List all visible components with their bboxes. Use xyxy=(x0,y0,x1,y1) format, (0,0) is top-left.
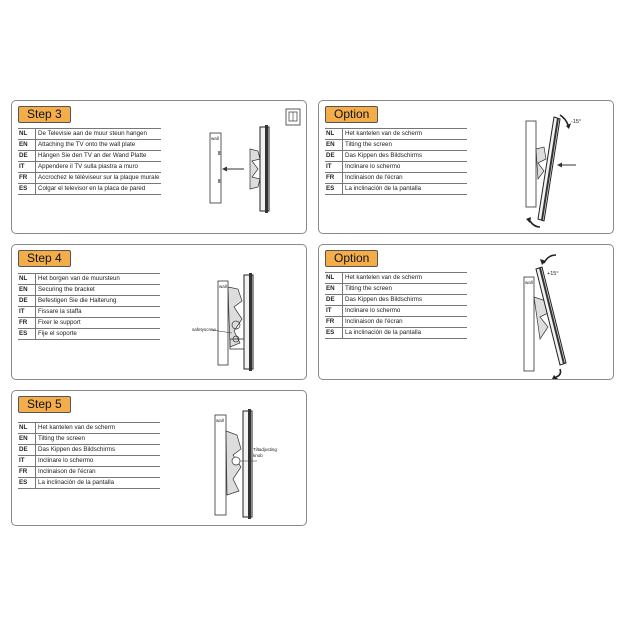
step-5-title: Step 5 xyxy=(18,396,71,413)
step-5-diagram xyxy=(207,409,297,521)
option-instructions xyxy=(325,128,467,195)
tv-bracket-graphic xyxy=(250,149,260,189)
option-title: Option xyxy=(325,106,378,123)
lang-row: ES Colgar el televisor en la placa de pared xyxy=(18,184,161,195)
wall-label: wall xyxy=(219,284,227,289)
tilt-angle-label: +15° xyxy=(547,271,559,277)
lang-row: FR Inclinaison de l'écran xyxy=(325,317,467,328)
lang-row: NL De Televisie aan de muur steun hangen xyxy=(18,129,161,140)
lang-row: ES La inclinación de la pantalla xyxy=(325,328,467,339)
tilt-arrow-icon xyxy=(560,115,568,125)
wall-graphic xyxy=(215,415,226,515)
lang-row: NL Het kantelen van de scherm xyxy=(18,423,160,434)
wall-graphic xyxy=(218,281,228,365)
step-4-title: Step 4 xyxy=(18,250,71,267)
tilt-arrow-icon xyxy=(544,255,556,263)
lang-row: IT Appendere il TV sulla piastra a muro xyxy=(18,162,161,173)
lang-row: IT Inclinare lo schermo xyxy=(325,162,467,173)
lang-row: IT Inclinare lo schermo xyxy=(325,306,467,317)
option-instructions xyxy=(325,272,467,339)
tilt-arrow-icon xyxy=(530,221,540,227)
wall-label: wall xyxy=(216,418,224,423)
step-3-title: Step 3 xyxy=(18,106,71,123)
lang-row: EN Tilting the screen xyxy=(325,140,467,151)
wall-mount-icon xyxy=(286,109,300,125)
step-4-instructions xyxy=(18,273,160,340)
step-3-panel xyxy=(11,100,307,234)
tv-bracket-graphic xyxy=(536,147,546,179)
lang-row: IT Fissare la staffa xyxy=(18,307,160,318)
lang-row: NL Het kantelen van de scherm xyxy=(325,129,467,140)
step-4-panel xyxy=(11,244,307,380)
lang-row: DE Hängen Sie den TV an der Wand Platte xyxy=(18,151,161,162)
safety-screw-label: safetyscrew xyxy=(192,327,216,332)
lang-row: DE Das Kippen des Bildschirms xyxy=(18,445,160,456)
lang-row: ES La inclinación de la pantalla xyxy=(18,478,160,489)
lang-row: DE Befestigen Sie die Halterung xyxy=(18,296,160,307)
lang-row: FR Inclinaison de l'écran xyxy=(325,173,467,184)
option-title: Option xyxy=(325,250,378,267)
lang-row: FR Inclinaison de l'écran xyxy=(18,467,160,478)
wall-label: wall xyxy=(525,280,533,285)
lang-row: EN Tilting the screen xyxy=(325,284,467,295)
knob-label-line-2: knob xyxy=(253,453,263,458)
option-panel-tilt-down xyxy=(318,100,614,234)
wall-graphic xyxy=(526,121,536,207)
lang-row: EN Securing the bracket xyxy=(18,285,160,296)
step-3-diagram xyxy=(202,121,302,231)
lang-row: EN Attaching the TV onto the wall plate xyxy=(18,140,161,151)
step-5-instructions xyxy=(18,422,160,489)
option-tilt-up-diagram xyxy=(514,251,609,377)
lang-row: IT Inclinare lo schermo xyxy=(18,456,160,467)
tilt-knob-icon xyxy=(232,457,240,465)
lang-row: NL Het kantelen van de scherm xyxy=(325,273,467,284)
lang-row: ES La inclinación de la pantalla xyxy=(325,184,467,195)
lang-row: DE Das Kippen des Bildschirms xyxy=(325,295,467,306)
lang-row: FR Accrochez le téléviseur sur la plaque murale xyxy=(18,173,161,184)
step-3-instructions xyxy=(18,128,161,195)
tilt-angle-label: -15° xyxy=(571,119,582,125)
option-tilt-down-diagram xyxy=(514,109,609,231)
knob-label-line-1: Tiltadjusting xyxy=(253,447,277,452)
wall-graphic xyxy=(210,133,221,203)
lang-row: EN Tilting the screen xyxy=(18,434,160,445)
lang-row: FR Fixer le support xyxy=(18,318,160,329)
lang-row: ES Fije el soporte xyxy=(18,329,160,340)
tilt-arrow-icon xyxy=(556,369,561,377)
option-panel-tilt-up xyxy=(318,244,614,380)
step-5-panel xyxy=(11,390,307,526)
wall-label: wall xyxy=(211,136,219,141)
lang-row: NL Het borgen van de muursteun xyxy=(18,274,160,285)
step-4-diagram xyxy=(182,267,292,375)
lang-row: DE Das Kippen des Bildschirms xyxy=(325,151,467,162)
wall-graphic xyxy=(524,277,534,371)
tv-bracket-graphic xyxy=(228,287,242,347)
